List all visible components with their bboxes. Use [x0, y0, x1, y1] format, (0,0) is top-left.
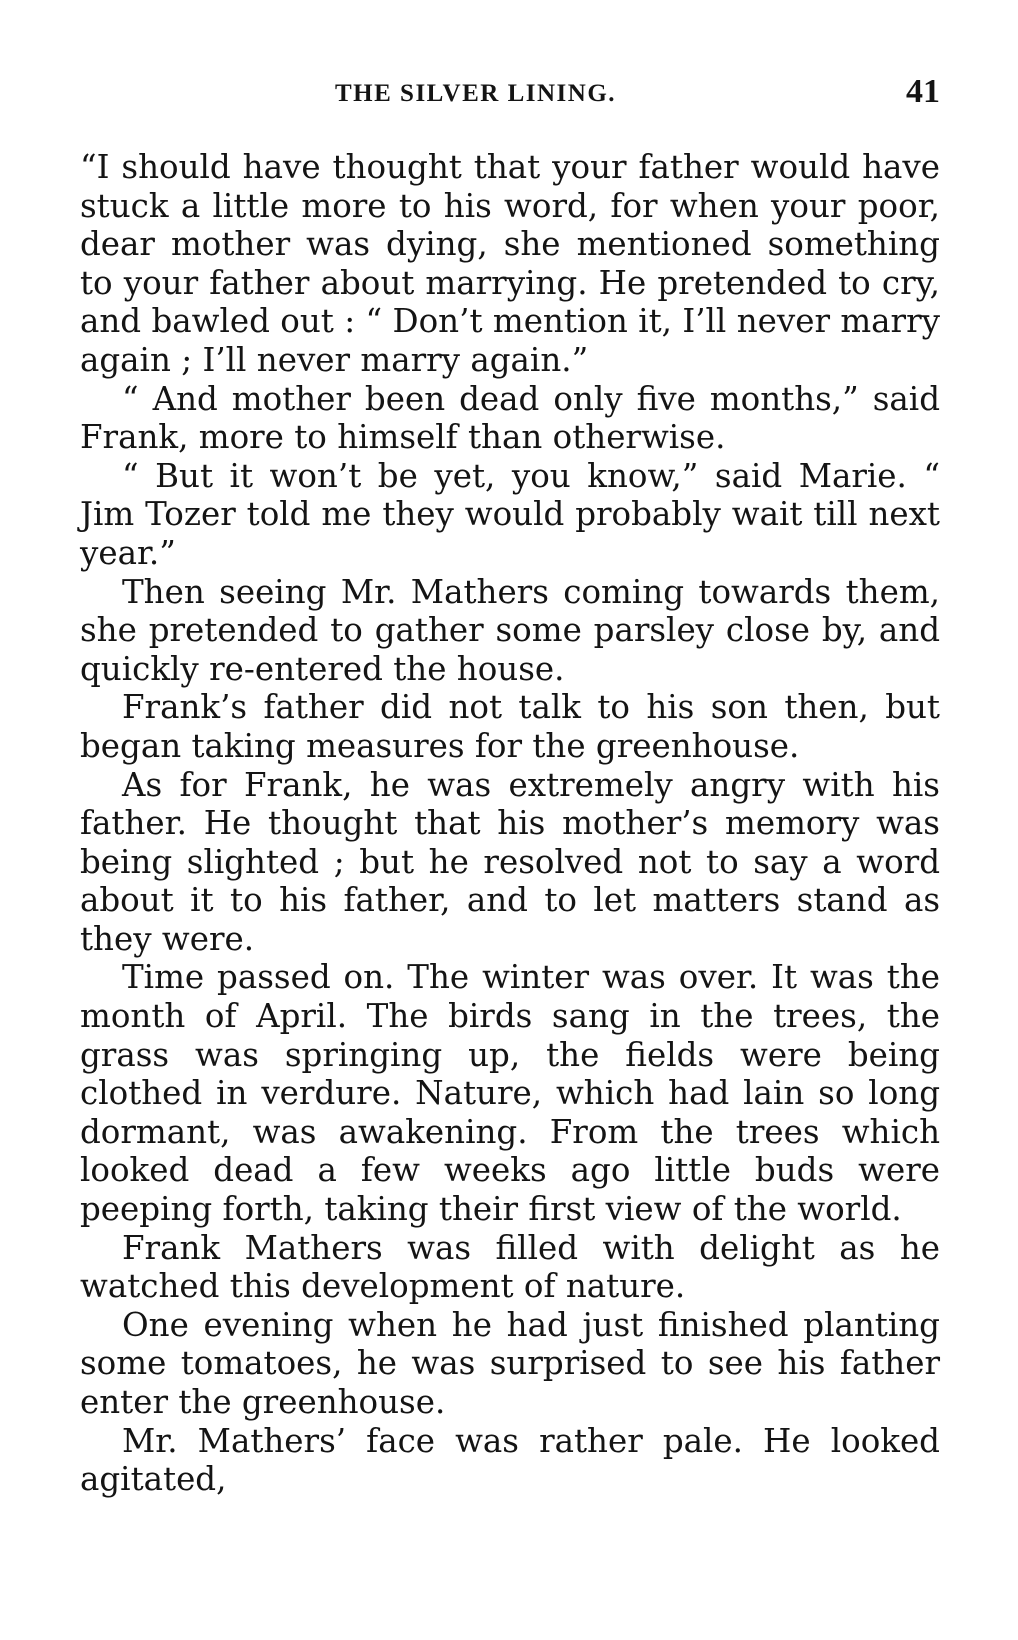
paragraph: One evening when he had just finished planting some tomatoes, he was surprised to see his father enter the greenhouse.	[80, 1305, 940, 1421]
running-title: THE SILVER LINING.	[335, 80, 617, 107]
paragraph: Mr. Mathers’ face was rather pale. He looked agitated,	[80, 1421, 940, 1499]
paragraph: As for Frank, he was extremely angry with his father. He thought that his mother’s memory was being slighted ; but he resolved not to say a word about it to his father, and to let matters stand as they were.	[80, 765, 940, 958]
page-number: 41	[906, 73, 940, 110]
paragraph: “I should have thought that your father would have stuck a little more to his word, for when your poor, dear mother was dying, she mentioned something to your father about marrying. He pretended to cry, and bawled out : “ Don’t mention it, I’ll never marry again ; I’ll never marry again.”	[80, 148, 940, 379]
paragraph: Then seeing Mr. Mathers coming towards them, she pretended to gather some parsley close by, and quickly re-entered the house.	[80, 572, 940, 688]
paragraph: “ And mother been dead only five months,” said Frank, more to himself than otherwise.	[80, 379, 940, 457]
paragraph: Time passed on. The winter was over. It was the month of April. The birds sang in the trees, the grass was springing up, the fields were being clothed in verdure. Nature, which had lain so long dormant, was awakening. From the trees which looked dead a few weeks ago little buds were peeping forth, taking their first view of the world.	[80, 958, 940, 1229]
running-header	[80, 70, 940, 120]
paragraph: Frank’s father did not talk to his son then, but began taking measures for the greenhouse.	[80, 688, 940, 765]
book-page	[80, 70, 940, 1499]
paragraph: Frank Mathers was filled with delight as he watched this development of nature.	[80, 1228, 940, 1306]
paragraph: “ But it won’t be yet, you know,” said Marie. “ Jim Tozer told me they would probably wait till next year.”	[80, 456, 940, 572]
body-text	[80, 148, 940, 1499]
